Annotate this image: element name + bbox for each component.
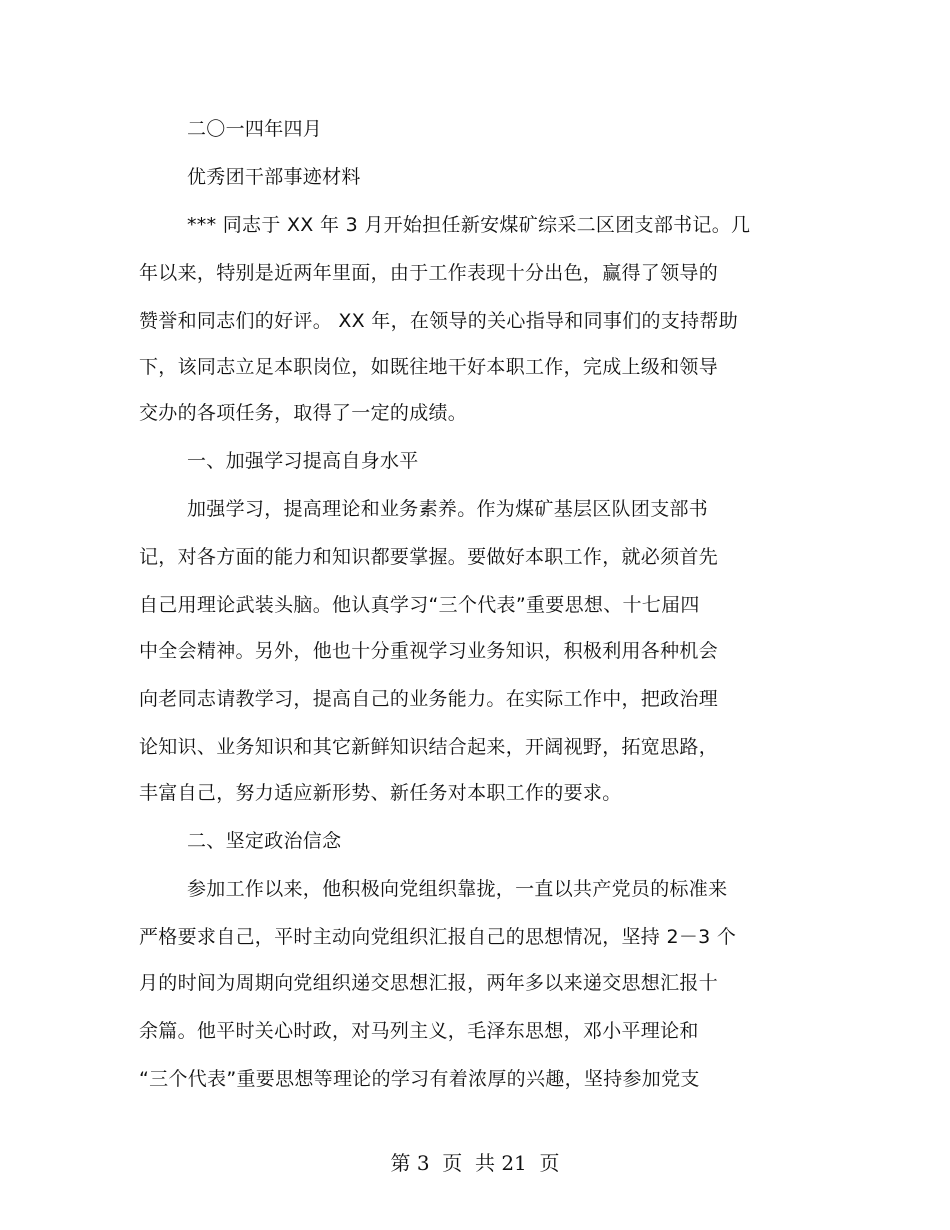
- paragraph-line: “三个代表”重要思想等理论的学习有着浓厚的兴趣，坚持参加党支: [139, 1068, 700, 1090]
- paragraph-line: 中全会精神。另外，他也十分重视学习业务知识，积极利用各种机会: [139, 640, 719, 662]
- paragraph-line: 加强学习，提高理论和业务素养。作为煤矿基层区队团支部书: [187, 498, 709, 520]
- paragraph-line: 严格要求自己，平时主动向党组织汇报自己的思想情况，坚持 2－3 个: [139, 926, 737, 948]
- paragraph-line: 记，对各方面的能力和知识都要掌握。要做好本职工作，就必须首先: [139, 546, 719, 568]
- paragraph-line: 论知识、业务知识和其它新鲜知识结合起来，开阔视野，拓宽思路，: [139, 736, 719, 758]
- section-heading: 一、加强学习提高自身水平: [187, 450, 419, 472]
- paragraph-line: 参加工作以来，他积极向党组织靠拢，一直以共产党员的标准来: [187, 878, 728, 900]
- paragraph-line: 赞誉和同志们的好评。 XX 年，在领导的关心指导和同事们的支持帮助: [139, 310, 739, 332]
- paragraph-line: 年以来，特别是近两年里面，由于工作表现十分出色，赢得了领导的: [139, 262, 719, 284]
- document-title: 优秀团干部事迹材料: [187, 166, 361, 188]
- paragraph-line: 余篇。他平时关心时政，对马列主义，毛泽东思想，邓小平理论和: [139, 1020, 699, 1042]
- paragraph-line: 下，该同志立足本职岗位，如既往地干好本职工作，完成上级和领导: [139, 356, 719, 378]
- paragraph-line: 丰富自己，努力适应新形势、新任务对本职工作的要求。: [139, 782, 622, 804]
- date-line: 二〇一四年四月: [187, 118, 323, 140]
- page-number-footer: 第 3 页 共 21 页: [390, 1151, 560, 1175]
- paragraph-line: 交办的各项任务，取得了一定的成绩。: [139, 402, 468, 424]
- paragraph-line: 月的时间为周期向党组织递交思想汇报，两年多以来递交思想汇报十: [139, 972, 719, 994]
- paragraph-line: *** 同志于 XX 年 3 月开始担任新安煤矿综采二区团支部书记。几: [187, 214, 751, 236]
- paragraph-line: 向老同志请教学习，提高自己的业务能力。在实际工作中，把政治理: [139, 688, 719, 710]
- section-heading: 二、坚定政治信念: [187, 830, 342, 852]
- paragraph-line: 自己用理论武装头脑。他认真学习“三个代表”重要思想、十七届四: [139, 594, 700, 616]
